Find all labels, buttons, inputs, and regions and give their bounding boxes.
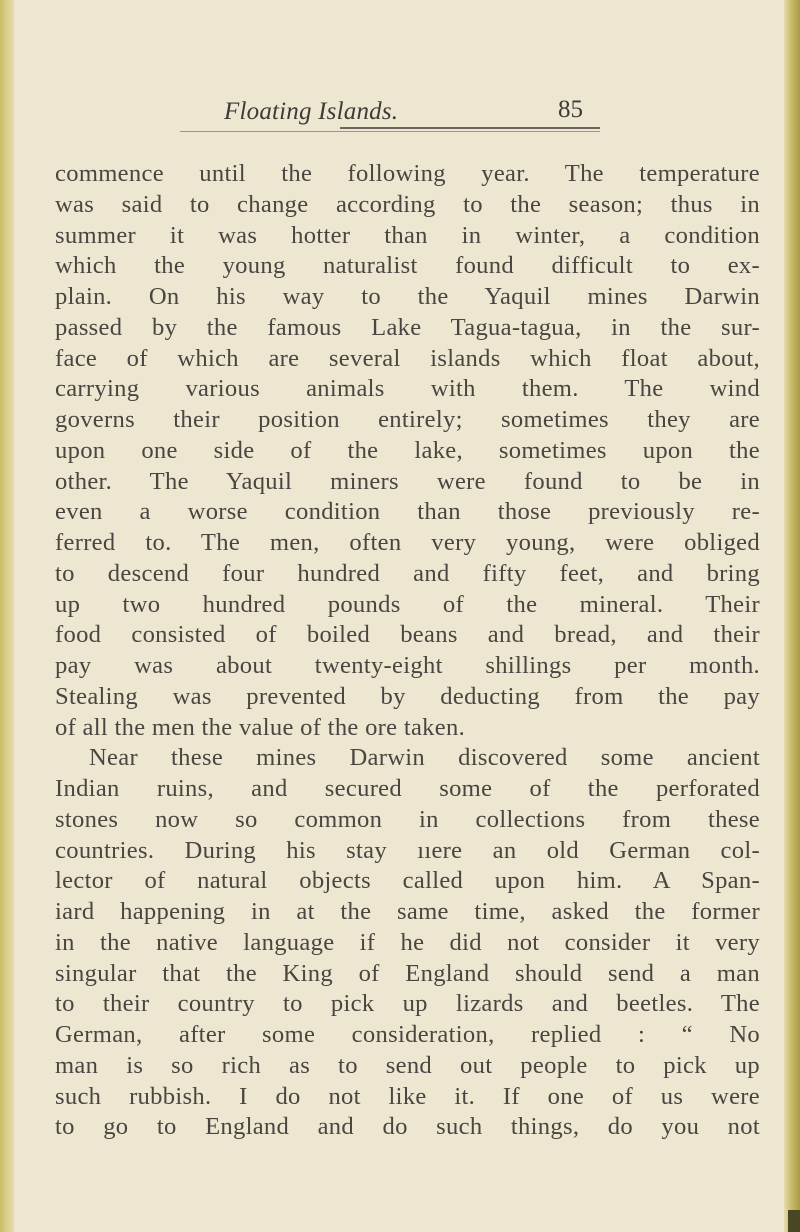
text-line: to their country to pick up lizards and beetles. The [55, 990, 760, 1018]
text-line: to go to England and do such things, do you not [55, 1113, 760, 1141]
text-line: in the native language if he did not consider it very [55, 928, 760, 956]
page-edge-left [0, 0, 14, 1232]
text-line: summer it was hotter than in winter, a condition [55, 221, 760, 249]
text-line: Indian ruins, and secured some of the perforated [55, 775, 760, 802]
text-line: which the young naturalist found difficult to ex- [55, 252, 760, 280]
text-line: Near these mines Darwin discovered some ancient [89, 744, 760, 772]
text-line: Stealing was prevented by deducting from the pay [55, 682, 760, 710]
text-line: German, after some consideration, replied : “ No [55, 1021, 760, 1048]
text-line: pay was about twenty-eight shillings per month. [55, 652, 760, 679]
text-line: to descend four hundred and fifty feet, and bring [55, 559, 760, 587]
header-rule [340, 127, 600, 129]
running-title: Floating Islands. [224, 98, 399, 125]
page-number: 85 [558, 96, 583, 123]
text-line: passed by the famous Lake Tagua-tagua, in the sur- [55, 313, 760, 341]
text-line: even a worse condition than those previously re- [55, 498, 760, 526]
text-line: up two hundred pounds of the mineral. Their [55, 590, 760, 618]
text-line: ferred to. The men, often very young, were obliged [55, 529, 760, 556]
paragraph-1 [55, 159, 760, 743]
page-corner-mark [788, 1210, 800, 1232]
text-line: governs their position entirely; sometimes they are [55, 406, 760, 433]
text-line: plain. On his way to the Yaquil mines Darwin [55, 283, 760, 310]
text-line: iard happening in at the same time, asked the former [55, 898, 760, 925]
text-line: carrying various animals with them. The wind [55, 375, 760, 403]
text-line: man is so rich as to send out people to pick up [55, 1051, 760, 1079]
text-line: singular that the King of England should send a man [55, 959, 760, 987]
text-line: food consisted of boiled beans and bread, and their [55, 621, 760, 649]
page-edge-right [784, 0, 800, 1232]
text-line: commence until the following year. The temperature [55, 160, 760, 187]
header-rule-thin [180, 131, 600, 132]
text-line: lector of natural objects called upon him. A Span- [55, 867, 760, 895]
text-line: stones now so common in collections from these [55, 805, 760, 833]
text-line: was said to change according to the season; thus in [55, 190, 760, 218]
text-line: of all the men the value of the ore taken. [55, 713, 466, 741]
text-line: face of which are several islands which float about, [55, 344, 760, 372]
text-line: such rubbish. I do not like it. If one of us were [55, 1082, 760, 1110]
page-header [0, 98, 800, 138]
text-line: countries. During his stay ııere an old German col- [55, 836, 760, 864]
text-line: upon one side of the lake, sometimes upon the [55, 436, 760, 464]
text-line: other. The Yaquil miners were found to be in [55, 467, 760, 495]
body-text [55, 159, 760, 1143]
paragraph-2 [55, 743, 760, 1143]
